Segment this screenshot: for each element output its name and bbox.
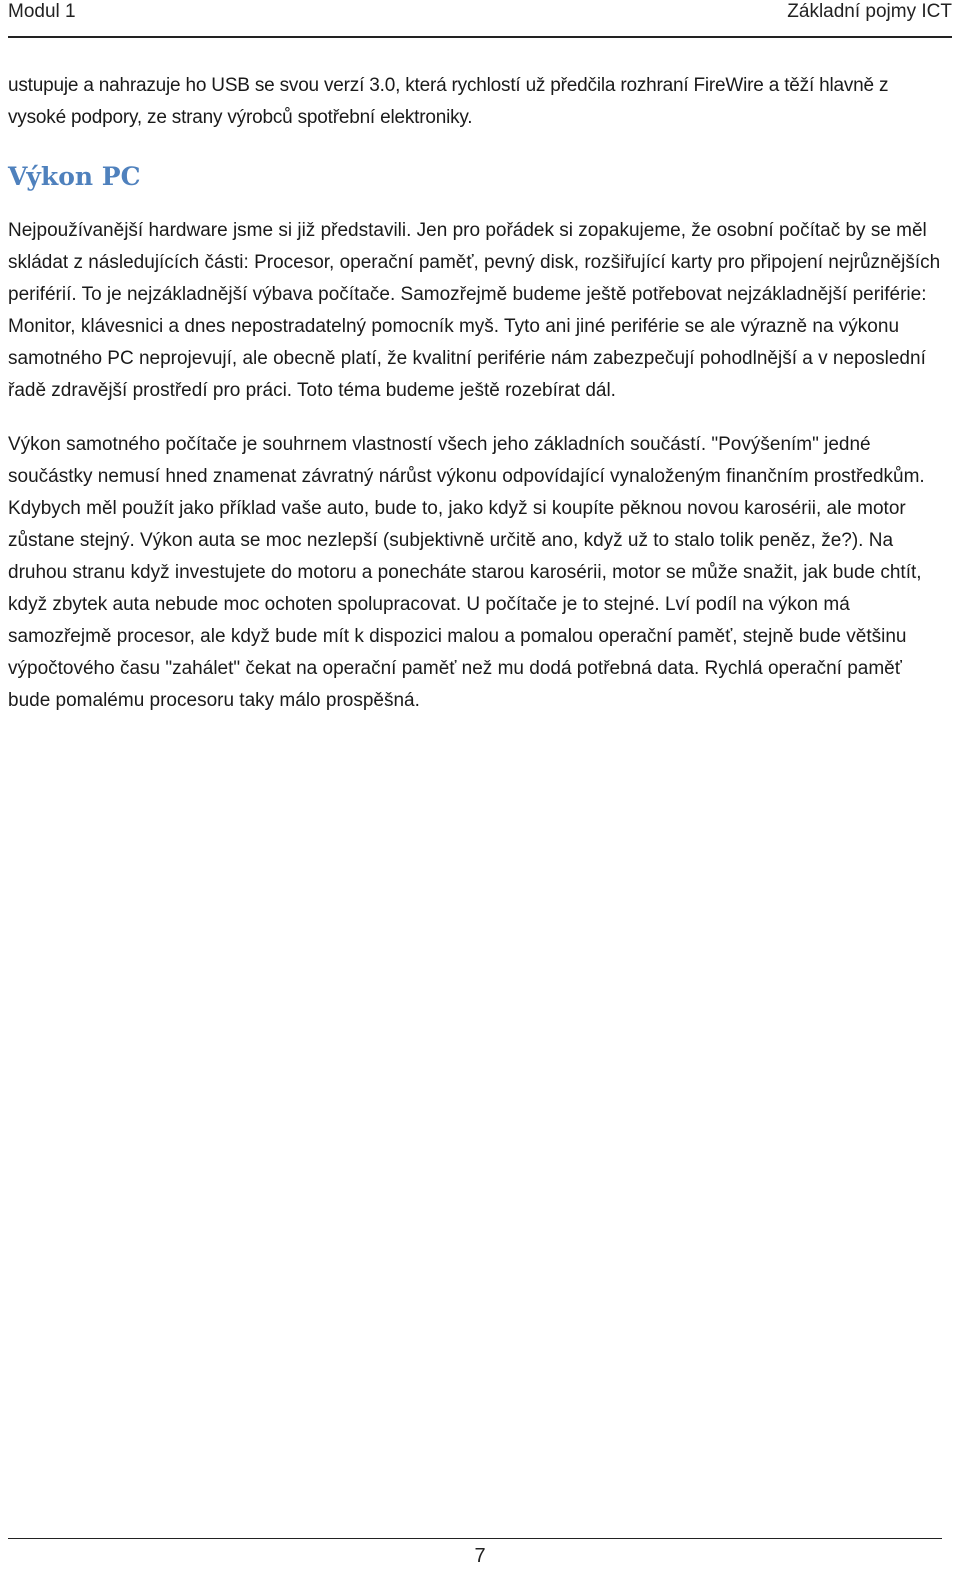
section-heading: Výkon PC [8,162,141,191]
intro-paragraph: ustupuje a nahrazuje ho USB se svou verzí 3.0, která rychlostí už předčila rozhraní FireWire a těží hlavně z vysoké podpory, ze strany výrobců spotřební elektroniky. [8,75,889,128]
page-content [8,70,948,717]
header-divider [8,36,952,38]
page-header [8,0,952,36]
header-chapter-title: Základní pojmy ICT [787,1,952,22]
paragraph-hardware-overview: Nejpoužívanější hardware jsme si již představili. Jen pro pořádek si zopakujeme, že osobní počítač by se měl skládat z následujících části: Procesor, operační paměť, pevný disk, rozšiřující karty pro připojení nejrůznějších periférií. To je nejzákladnější výbava počítače. Samozřejmě budeme ještě potřebovat nejzákladnější periférie: Monitor, klávesnici a dnes nepostradatelný pomocník myš. Tyto ani jiné periférie se ale výrazně na výkonu samotného PC neprojevují, ale obecně platí, že kvalitní periférie nám zabezpečují pohodlnější a v neposlední řadě zdravější prostředí pro práci. Toto téma budeme ještě rozebírat dál. [8,219,941,401]
footer-divider [8,1538,942,1539]
page-number: 7 [474,1545,486,1567]
paragraph-performance: Výkon samotného počítače je souhrnem vlastností všech jeho základních součástí. "Povýšením" jedné součástky nemusí hned znamenat závratný nárůst výkonu odpovídající vynaloženým finančním prostředkům. Kdybych měl použít jako příklad vaše auto, bude to, jako když si koupíte pěknou novou karosérii, ale motor zůstane stejný. Výkon auta se moc nezlepší (subjektivně určitě ano, když už to stalo tolik peněz, že?). Na druhou stranu když investujete do motoru a ponecháte starou karosérii, motor se může snažit, jak bude chtít, když zbytek auta nebude moc ochoten spolupracovat. U počítače je to stejné. Lví podíl na výkon má samozřejmě procesor, ale když bude mít k dispozici malou a pomalou operační paměť, stejně bude většinu výpočtového času "zahálet" čekat na operační paměť než mu dodá potřebná data. Rychlá operační paměť bude pomalému procesoru taky málo prospěšná. [8,433,925,711]
header-module-label: Modul 1 [8,1,76,22]
